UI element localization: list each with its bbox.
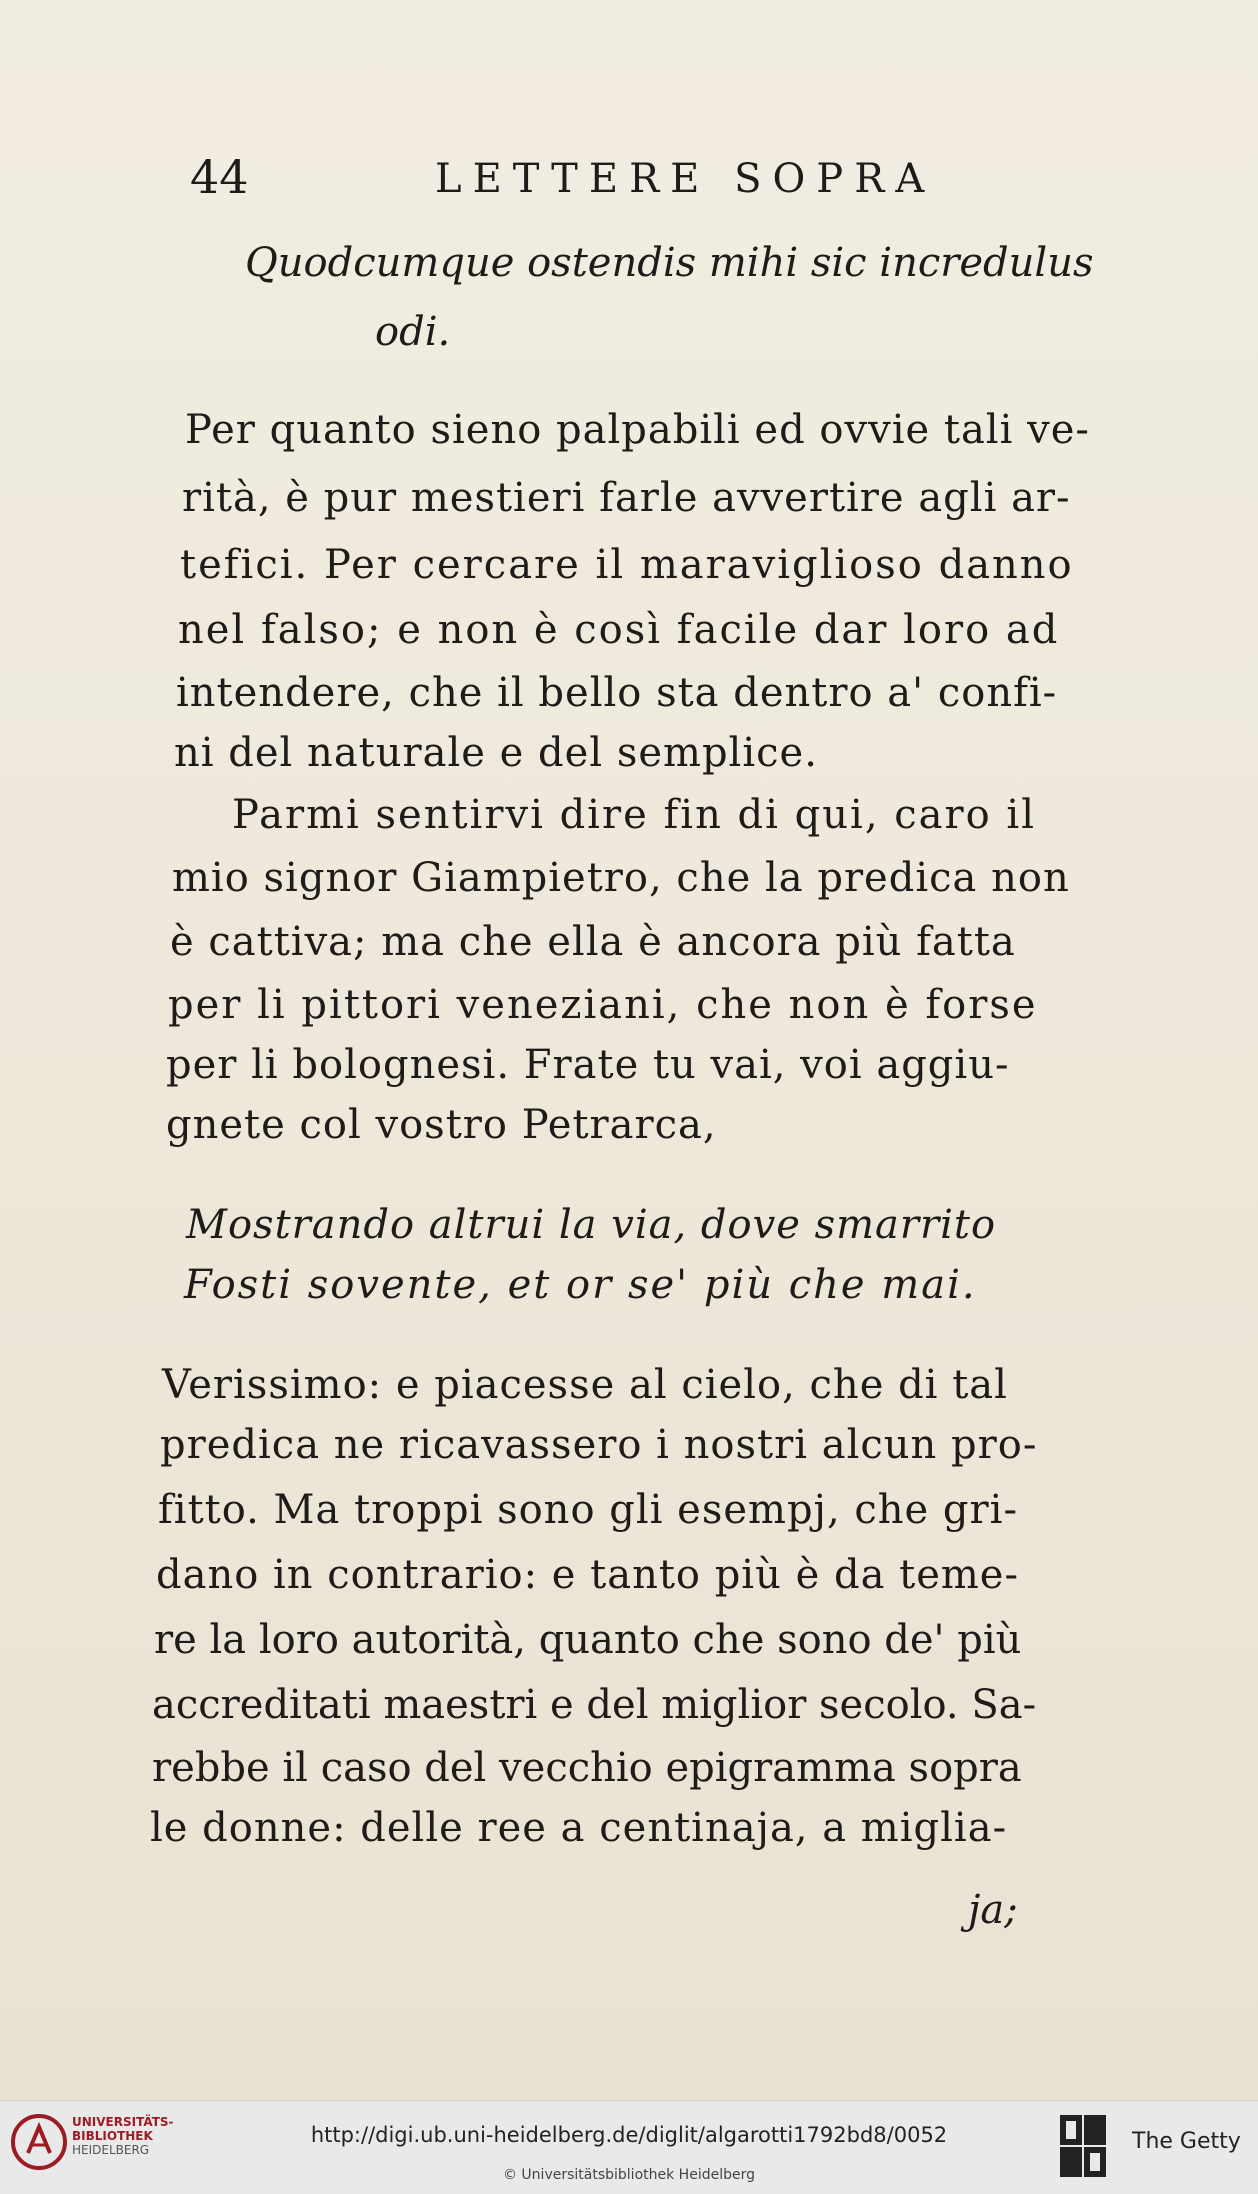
text-line: Per quanto sieno palpabili ed ovvie tali ve-	[185, 407, 1090, 453]
text-line: ni del naturale e del semplice.	[174, 730, 818, 776]
text-line: Verissimo: e piacesse al cielo, che di tal	[162, 1362, 1008, 1408]
text-line: per li pittori veneziani, che non è forse	[168, 982, 1038, 1028]
text-line: fitto. Ma troppi sono gli esempj, che gri-	[158, 1487, 1018, 1533]
text-line: Fosti sovente, et or se' più che mai.	[184, 1262, 977, 1308]
text-line: odi.	[375, 309, 451, 355]
text-line: Quodcumque ostendis mihi sic incredulus	[245, 240, 1094, 286]
page-number: 44	[190, 150, 249, 204]
getty-sponsor: The Getty	[1132, 2129, 1241, 2154]
text-line: intendere, che il bello sta dentro a' confi-	[176, 670, 1058, 716]
getty-logo-icon	[1058, 2113, 1108, 2179]
library-name: UNIVERSITÄTS- BIBLIOTHEK HEIDELBERG	[72, 2115, 174, 2157]
text-line: re la loro autorità, quanto che sono de' più	[154, 1617, 1022, 1663]
permalink-url[interactable]: http://digi.ub.uni-heidelberg.de/diglit/algarotti1792bd8/0052	[310, 2123, 948, 2147]
text-line: rità, è pur mestieri farle avvertire agli ar-	[182, 475, 1071, 521]
text-line: tefici. Per cercare il maraviglioso danno	[180, 542, 1074, 588]
running-title: LETTERE SOPRA	[435, 156, 936, 202]
text-line: nel falso; e non è così facile dar loro ad	[178, 607, 1060, 653]
text-line: Parmi sentirvi dire fin di qui, caro il	[232, 792, 1037, 838]
text-line: rebbe il caso del vecchio epigramma sopra	[152, 1745, 1022, 1791]
text-line: è cattiva; ma che ella è ancora più fatta	[170, 919, 1016, 965]
text-line: per li bolognesi. Frate tu vai, voi aggiu-	[166, 1042, 1010, 1088]
copyright-notice: © Universitätsbibliothek Heidelberg	[502, 2167, 755, 2183]
text-line: dano in contrario: e tanto più è da teme-	[156, 1552, 1019, 1598]
viewer-footer	[0, 2100, 1258, 2194]
text-line: accreditati maestri e del miglior secolo. Sa-	[152, 1682, 1037, 1728]
text-line: predica ne ricavassero i nostri alcun pro-	[160, 1422, 1038, 1468]
text-line: ja;	[968, 1887, 1018, 1933]
page-header	[0, 150, 1258, 204]
text-line: mio signor Giampietro, che la predica non	[172, 855, 1070, 901]
text-line: le donne: delle ree a centinaja, a miglia-	[150, 1805, 1008, 1851]
text-line: gnete col vostro Petrarca,	[166, 1102, 717, 1148]
text-line: Mostrando altrui la via, dove smarrito	[186, 1202, 997, 1248]
